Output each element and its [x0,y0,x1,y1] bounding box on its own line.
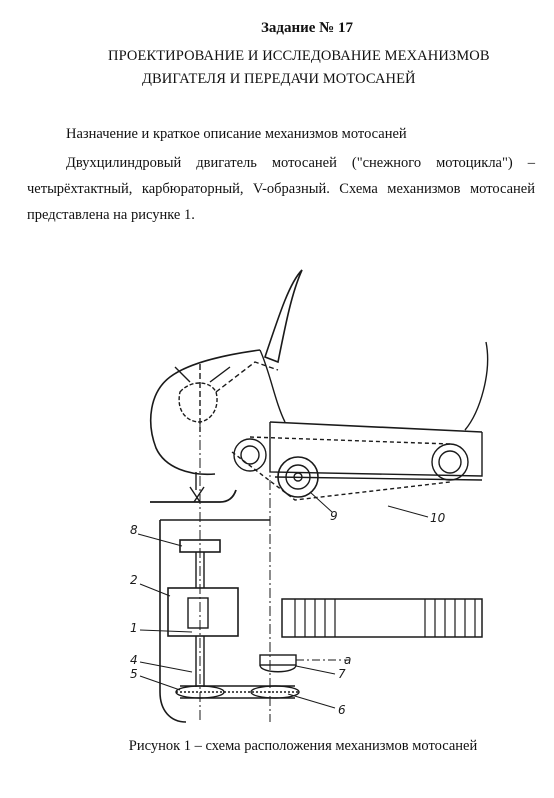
label-6: 6 [338,703,346,717]
heading-line-2: ДВИГАТЕЛЯ И ПЕРЕДАЧИ МОТОСАНЕЙ [142,71,416,87]
label-1: 1 [130,621,138,635]
label-9: 9 [330,509,338,523]
task-title: Задание № 17 [260,20,354,36]
label-7: 7 [338,667,346,681]
label-5: 5 [130,667,138,681]
label-2: 2 [130,573,138,587]
snowmobile-mechanism-diagram [120,262,500,732]
label-4: 4 [130,653,138,667]
figure-caption: Рисунок 1 – схема расположения механизмов мотосаней [128,738,478,754]
body-paragraph: Двухцилиндровый двигатель мотосаней ("снежного мотоцикла") – четырёхтактный, карбюраторный, V-образный. Схема механизмов мотосаней представлена на рисунке 1. [27,155,535,223]
heading-line-1: ПРОЕКТИРОВАНИЕ И ИССЛЕДОВАНИЕ МЕХАНИЗМОВ [108,48,490,64]
purpose-heading: Назначение и краткое описание механизмов мотосаней [66,126,407,142]
label-10: 10 [430,511,446,525]
label-a: a [344,653,352,667]
label-8: 8 [130,523,138,537]
